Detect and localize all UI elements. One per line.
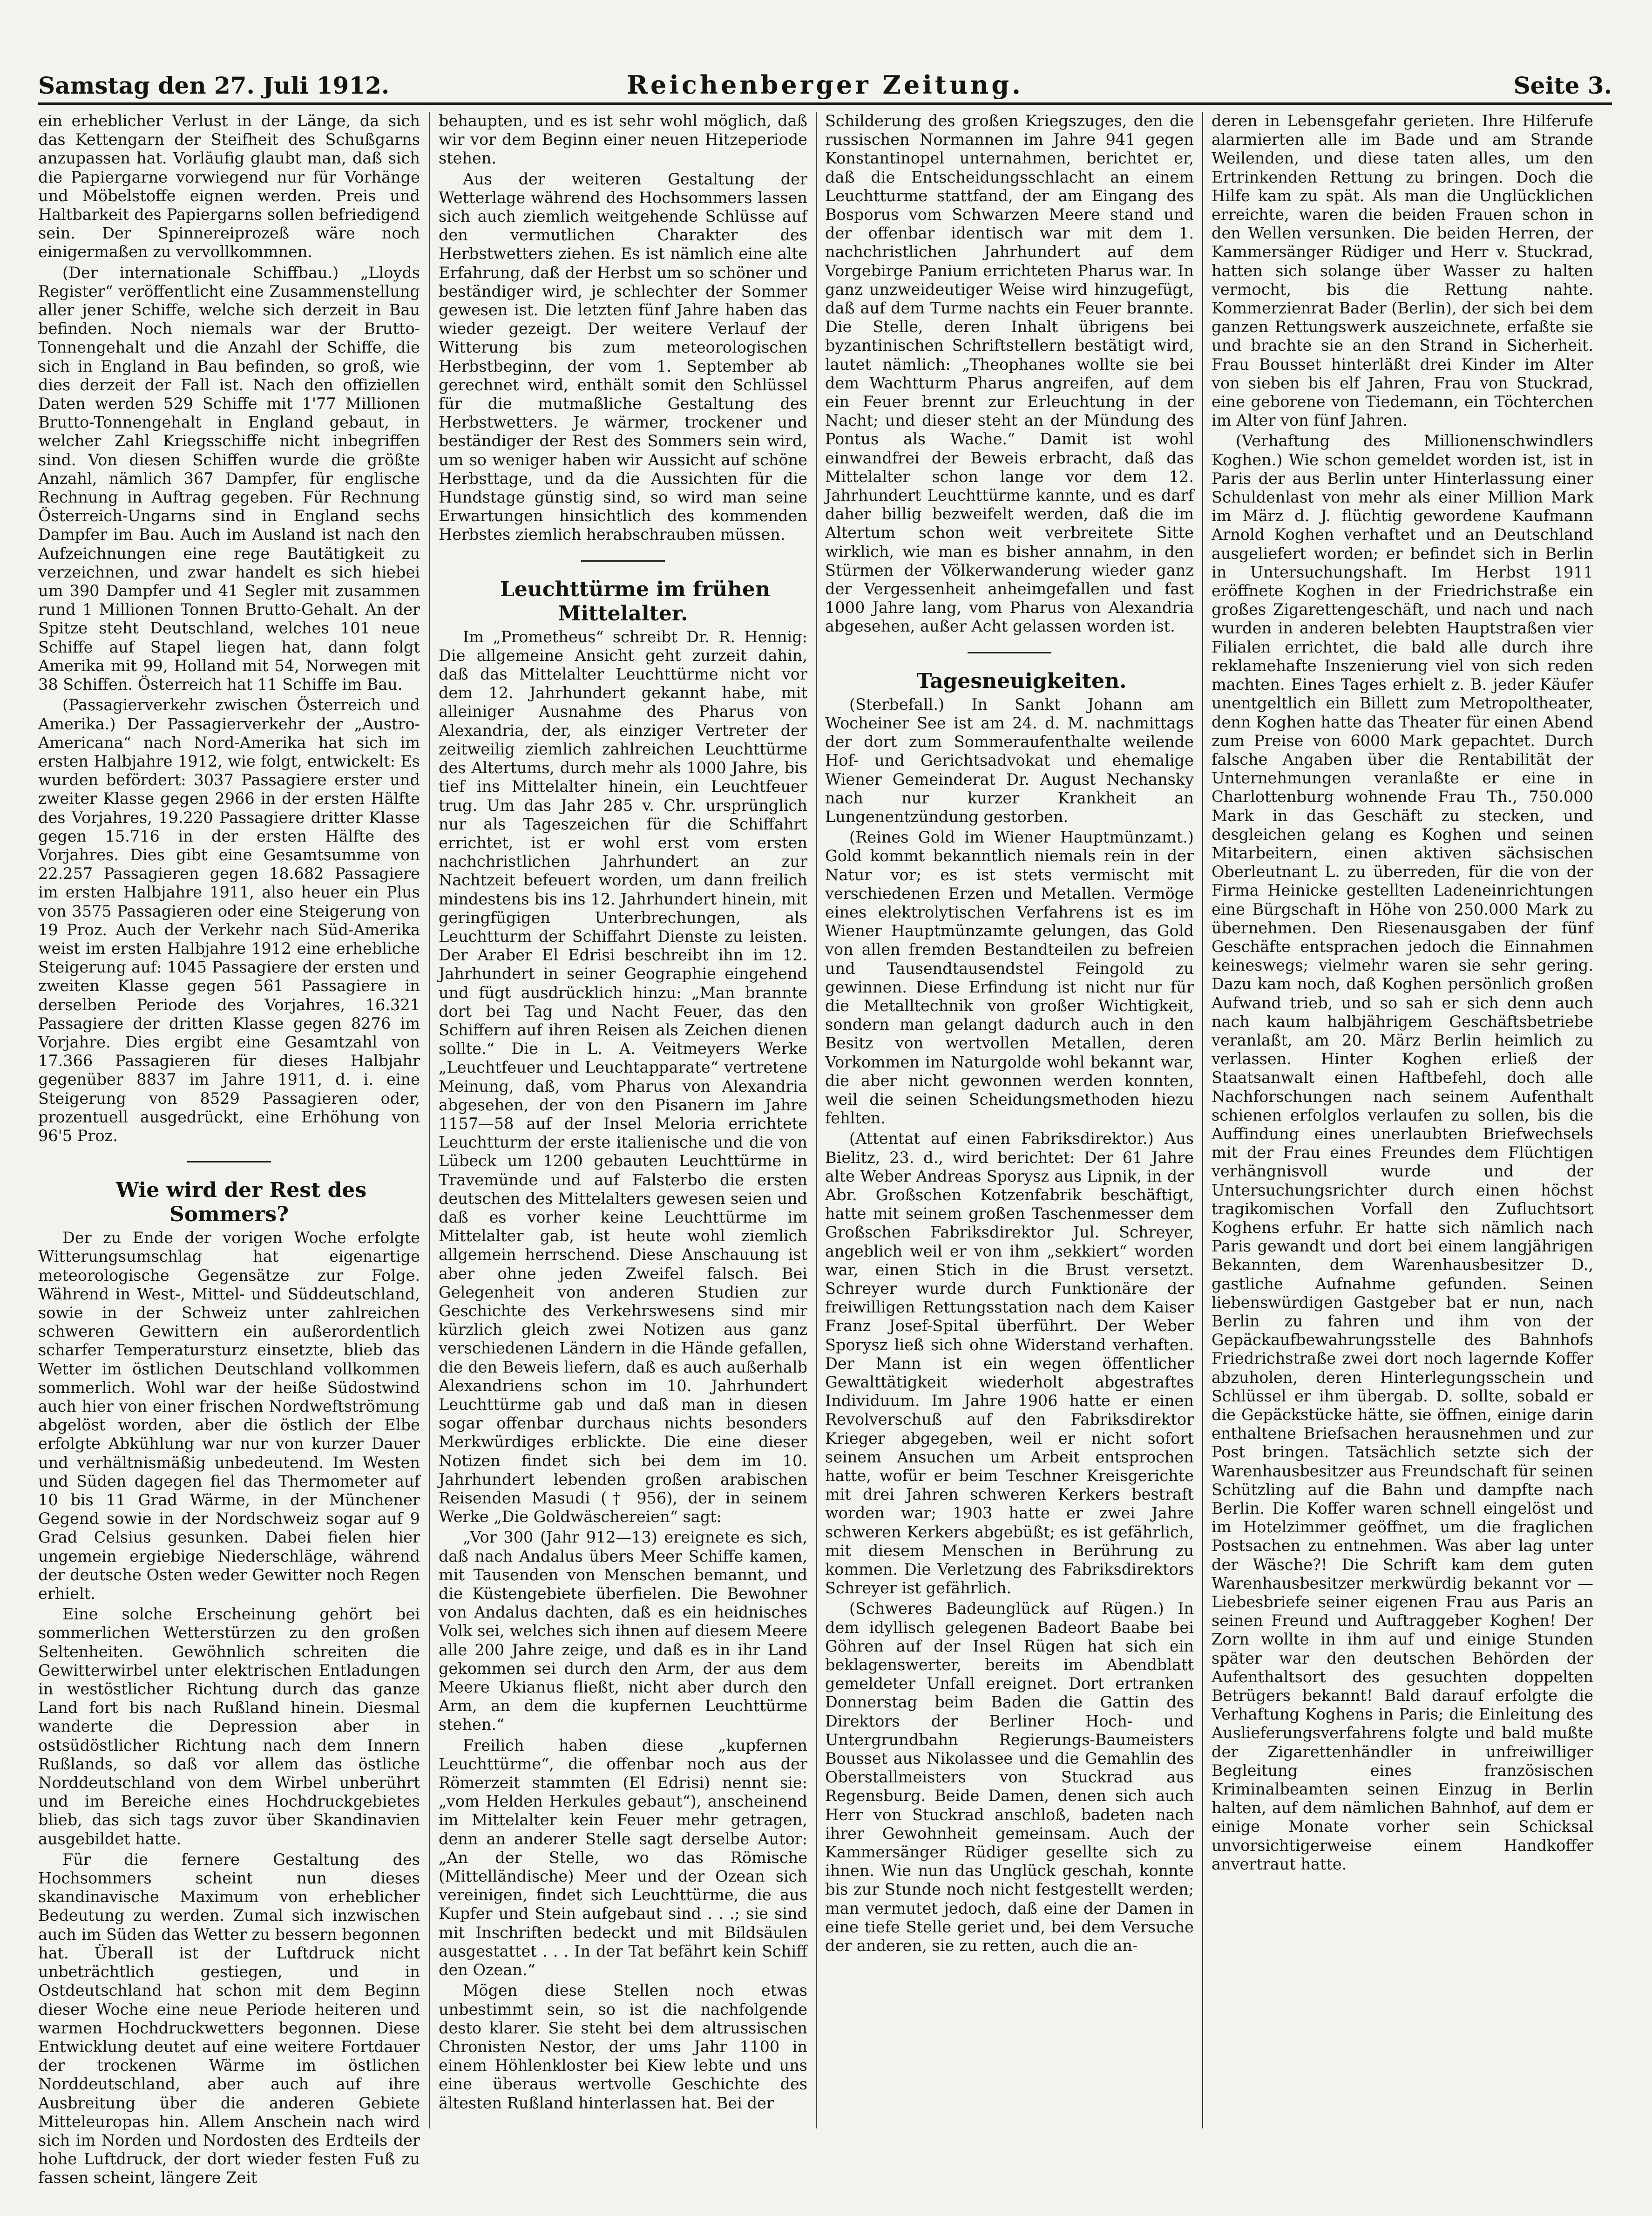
article-paragraph: Mögen diese Stellen noch etwas unbestimmt sein, so ist die nachfolgende desto klarer. Sie steht bei dem altrussischen Chronisten Nestor, der ums Jahr 1100 in einem Höhlenkloster bei Kiew lebte und uns eine überaus wertvolle Geschichte des ältesten Rußland hinterlassen hat. Bei der <box>439 1981 807 2112</box>
article-paragraph: Freilich haben diese „kupfernen Leuchttürme“, die offenbar noch aus der Römerzeit stammten (El Edrisi) nennt sie: „vom Helden Herkules gebaut“), anscheinend im Mittelalter kein Feuer mehr getragen, denn an anderer Stelle sagt derselbe Autor: „An der Stelle, wo das Römische (Mittelländische) Meer und der Ozean sich vereinigen, findet sich Leuchttürme, die aus Kupfer und Stein aufgebaut sind . . .; sie sind mit Inschriften bedeckt und mit Bildsäulen ausgestattet . . . In der Tat befährt kein Schiff den Ozean.“ <box>439 1736 807 1979</box>
section-divider <box>187 1161 271 1162</box>
article-headline: Wie wird der Rest des Sommers? <box>115 1178 367 1227</box>
column-rule <box>816 112 817 2128</box>
column-rule <box>429 112 430 2128</box>
article-paragraph: (Attentat auf einen Fabriksdirektor.) Aus Bielitz, 23. d., wird berichtet: Der 61 Jahre alte Weber Andreas Sporysz aus Lipnik, in der Abr. Großschen Kotzenfabrik beschäftigt, hatte mit seinem großen Taschenmesser dem Großschen Fabriksdirektor Jul. Schreyer, angeblich weil er von ihm „sekkiert“ worden war, einen Stich in die Brust versetzt. Schreyer wurde durch Funktionäre der freiwilligen Rettungsstation nach dem Kaiser Franz Josef-Spital überführt. Der Weber Sporysz ließ sich ohne Widerstand verhaften. Der Mann ist ein wegen öffentlicher Gewalttätigkeit wiederholt abgestraftes Individuum. Im Jahre 1906 hatte er einen Revolverschuß auf den Fabriksdirektor Krieger abgegeben, weil er nicht sofort seinem Ansuchen um Arbeit entsprochen hatte, wofür er beim Teschner Kreisgerichte mit drei Jahren schweren Kerkers bestraft worden war; 1903 hatte er zwei Jahre schweren Kerkers abgebüßt; es ist gefährlich, mit diesem Menschen in Berührung zu kommen. Die Verletzung des Fabriksdirektors Schreyer ist gefährlich. <box>825 1129 1194 1597</box>
article-headline: Leuchttürme im frühen Mittelalter. <box>500 577 771 625</box>
column-4 <box>1212 112 1593 2128</box>
header-date: Samstag den 27. Juli 1912. <box>38 72 390 99</box>
page-number: Seite 3. <box>1513 72 1612 99</box>
article-paragraph: deren in Lebensgefahr gerieten. Ihre Hilferufe alarmierten alle im Bade und am Strande Weilenden, und diese taten alles, um den Ertrinkenden Rettung zu bringen. Doch die Hilfe kam zu spät. Als man die Unglücklichen erreichte, waren die beiden Frauen schon in den Wellen versunken. Die beiden Herren, der Kammersänger Rüdiger und Herr v. Stuckrad, hatten sich solange über Wasser zu halten vermocht, bis die Rettung nahte. Kommerzienrat Bader (Berlin), der sich bei dem ganzen Rettungswerk auszeichnete, erfaßte sie und brachte sie an den Strand in Sicherheit. Frau Bousset hinterläßt drei Kinder im Alter von sieben bis elf Jahren, Frau von Stuckrad, eine geborene von Tiedemann, ein Töchterchen im Alter von fünf Jahren. <box>1212 112 1593 430</box>
section-divider <box>581 560 665 562</box>
article-paragraph: „Vor 300 (Jahr 912—13) ereignete es sich, daß nach Andalus übers Meer Schiffe kamen, mit Tausenden von Menschen bemannt, und die Küstengebiete überfielen. Die Bewohner von Andalus dachten, daß es ein heidnisches Volk sei, welches sich ihnen auf diesem Meere alle 200 Jahre zeige, und daß es in ihr Land gekommen sei durch den Arm, der aus dem Meere Ukianus fließt, nicht aber durch den Arm, an dem die kupfernen Leuchttürme stehen.“ <box>439 1528 807 1734</box>
column-rule <box>1202 112 1203 2128</box>
article-paragraph: ein erheblicher Verlust in der Länge, da sich das Kettengarn der Steifheit des Schußgarns anzupassen hat. Vorläufig glaubt man, daß sich die Papiergarne vorwiegend nur für Vorhänge und Möbelstoffe eignen werden. Preis und Haltbarkeit des Papiergarns sollen befriedigend sein. Der Spinnereiprozeß wäre noch einigermaßen zu vervollkommnen. <box>38 112 420 261</box>
newspaper-title: Reichenberger Zeitung. <box>627 70 1023 100</box>
article-paragraph: behaupten, und es ist sehr wohl möglich, daß wir vor dem Beginn einer neuen Hitzeperiode stehen. <box>439 112 807 168</box>
article-paragraph: (Schweres Badeunglück auf Rügen.) In dem idyllisch gelegenen Badeort Baabe bei Göhren auf der Insel Rügen hat sich ein beklagenswerter, bereits im Abendblatt gemeldeter Unfall ereignet. Dort ertranken Donnerstag beim Baden die Gattin des Direktors der Berliner Hoch- und Untergrundbahn Regierungs-Baumeisters Bousset aus Nikolassee und die Gemahlin des Oberstallmeisters von Stuckrad aus Regensburg. Beide Damen, denen sich auch Herr von Stuckrad anschloß, badeten nach ihrer Gewohnheit gemeinsam. Auch der Kammersänger Rüdiger gesellte sich zu ihnen. Wie nun das Unglück geschah, konnte bis zur Stunde noch nicht festgestellt werden; man vermutet jedoch, daß eine der Damen in eine tiefe Stelle geriet und, bei dem Versuche der anderen, sie zu retten, auch die an- <box>825 1599 1194 1955</box>
article-paragraph: Schilderung des großen Kriegszuges, den die russischen Normannen im Jahre 941 gegen Konstantinopel unternahmen, berichtet er, daß die Entscheidungsschlacht an einem Leuchtturme stattfand, der am Eingang des Bosporus vom Schwarzen Meere stand und der offenbar identisch war mit dem 1. nachchristlichen Jahrhundert auf dem Vorgebirge Panium errichteten Pharus war. In ganz unzweideutiger Weise wird hinzugefügt, daß auf dem Turme nachts ein Feuer brannte. Die Stelle, deren Inhalt übrigens bei byzantinischen Schriftstellern bestätigt wird, lautet nämlich: „Theophanes wollte sie bei dem Wachtturm Pharus angreifen, auf dem ein Feuer brennt zur Erleuchtung in der Nacht; und dieser steht an der Mündung des Pontus als Wache.“ Damit ist wohl einwandfrei der Beweis erbracht, daß das Mittelalter schon lange vor dem 12. Jahrhundert Leuchttürme kannte, und es darf daher billig bezweifelt werden, daß die im Altertum schon weit verbreitete Sitte wirklich, wie man es bisher annahm, in den Stürmen der Völkerwanderung wieder ganz der Vergessenheit anheimgefallen und fast 1000 Jahre lang, vom Pharus von Alexandria abgesehen, außer Acht gelassen worden ist. <box>825 112 1194 636</box>
article-paragraph: (Verhaftung des Millionenschwindlers Koghen.) Wie schon gemeldet worden ist, ist in Paris der aus Berlin unter Hinterlassung einer Schuldenlast von mehr als einer Million Mark im März d. J. flüchtig gewordene Kaufmann Arnold Koghen verhaftet und an Deutschland ausgeliefert worden; er befindet sich in Berlin in Untersuchungshaft. Im Herbst 1911 eröffnete Koghen in der Friedrichstraße ein großes Zigarettengeschäft, und nach und nach wurden in anderen belebten Hauptstraßen vier Filialen errichtet, die bald alle durch ihre reklamehafte Inszenierung viel von sich reden machten. Eines Tages erhielt z. B. jeder Käufer unentgeltlich ein Billett zum Metropoltheater, denn Koghen hatte das Theater für einen Abend zum Preise von 6000 Mark gepachtet. Durch falsche Angaben über die Rentabilität der Unternehmungen veranlaßte er eine in Charlottenburg wohnende Frau Th., 750.000 Mark in das Geschäft zu stecken, und desgleichen gelang es Koghen und seinen Mitarbeitern, einen aktiven sächsischen Oberleutnant L. zu überreden, für die von der Firma Heinicke gestellten Ladeneinrichtungen eine Bürgschaft in Höhe von 250.000 Mark zu übernehmen. Den Riesenausgaben der fünf Geschäfte entsprachen jedoch die Einnahmen keineswegs; vielmehr waren sie sehr gering. Dazu kam noch, daß Koghen persönlich großen Aufwand trieb, und so sah er sich denn auch nach kaum halbjährigem Geschäftsbetriebe veranlaßt, am 20. März Berlin heimlich zu verlassen. Hinter Koghen erließ der Staatsanwalt einen Haftbefehl, doch alle Nachforschungen nach seinem Aufenthalt schienen erfolglos verlaufen zu sollen, bis die Auffindung eines unerlaubten Briefwechsels mit der Frau eines Freundes dem Flüchtigen verhängnisvoll wurde und der Untersuchungsrichter durch einen höchst tragikomischen Vorfall den Zufluchtsort Koghens erfuhr. Er hatte sich nämlich nach Paris gewandt und dort bei einem langjährigen Bekannten, dem Warenhausbesitzer D., gastliche Aufnahme gefunden. Seinen liebenswürdigen Gastgeber bat er nun, nach Berlin zu fahren und ihm von der Gepäckaufbewahrungsstelle des Bahnhofs Friedrichstraße zwei dort noch lagernde Koffer abzuholen, deren Hinterlegungsschein und Schlüssel er ihm übergab. D. sollte, sobald er die Gepäckstücke hätte, sie öffnen, einige darin enthaltene Briefsachen herausnehmen und zur Post bringen. Tatsächlich setzte sich der Warenhausbesitzer aus Freundschaft für seinen Schützling auf die Bahn und dampfte nach Berlin. Die Koffer waren schnell eingelöst und im Hotelzimmer geöffnet, um die fraglichen Postsachen zu entnehmen. Was aber lag unter der Wäsche?! Die Schrift kam dem guten Warenhausbesitzer merkwürdig bekannt vor — Liebesbriefe seiner eigenen Frau aus Paris an seinen Freund und Auftraggeber Koghen! Der Zorn wollte in ihm auf und einige Stunden später war den deutschen Behörden der Aufenthaltsort des gesuchten doppelten Betrügers bekannt! Bald darauf erfolgte die Verhaftung Koghens in Paris; die Einleitung des Auslieferungsverfahrens folgte und bald mußte der Zigarettenhändler in unfreiwilliger Begleitung eines französischen Kriminalbeamten seinen Einzug in Berlin halten, auf dem nämlichen Bahnhof, auf dem er einige Monate vorher sein Schicksal unvorsichtigerweise einem Handkoffer anvertraut hatte. <box>1212 432 1593 1873</box>
column-2 <box>439 112 807 2128</box>
article-paragraph: Eine solche Erscheinung gehört bei sommerlichen Wetterstürzen zu den großen Seltenheiten. Gewöhnlich schreiten die Gewitterwirbel unter elektrischen Entladungen in westöstlicher Richtung durch das ganze Land fort bis nach Rußland hinein. Diesmal wanderte die Depression aber in ostsüdöstlicher Richtung nach dem Innern Rußlands, so daß vor allem das östliche Norddeutschland von dem Wirbel unberührt und im Bereiche eines Hochdruckgebietes blieb, das sich tags zuvor über Skandinavien ausgebildet hatte. <box>38 1605 420 1848</box>
article-paragraph: Für die fernere Gestaltung des Hochsommers scheint nun dieses skandinavische Maximum von erheblicher Bedeutung zu werden. Zumal sich inzwischen auch im Süden das Wetter zu bessern begonnen hat. Überall ist der Luftdruck nicht unbeträchtlich gestiegen, und in Ostdeutschland hat schon mit dem Beginn dieser Woche eine neue Periode heiteren und warmen Hochdruckwetters begonnen. Diese Entwicklung deutet auf eine weitere Fortdauer der trockenen Wärme im östlichen Norddeutschland, aber auch auf ihre Ausbreitung über die anderen Gebiete Mitteleuropas hin. Allem Anschein nach wird sich im Norden und Nordosten des Erdteils der hohe Luftdruck, der dort wieder festen Fuß zu fassen scheint, längere Zeit <box>38 1850 420 2187</box>
article-paragraph: Der zu Ende der vorigen Woche erfolgte Witterungsumschlag hat eigenartige meteorologische Gegensätze zur Folge. Während in West-, Mittel- und Süddeutschland, sowie in der Schweiz unter zahlreichen schweren Gewittern ein außerordentlich scharfer Temperatursturz einsetzte, blieb das Wetter im östlichen Deutschland vollkommen sommerlich. Wohl war der heiße Südostwind auch hier von einer frischen Nordweftströmung abgelöst worden, aber die östlich der Elbe erfolgte Abkühlung war nur von kurzer Dauer und verhältnismäßig unbedeutend. Im Westen und Süden dagegen fiel das Thermometer auf 10 bis 11 Grad Wärme, in der Münchener Gegend sowie in der Nordschweiz sogar auf 9 Grad Celsius gesunken. Dabei fielen hier ungemein ergiebige Niederschläge, während der deutsche Osten weder Gewitter noch Regen erhielt. <box>38 1229 420 1603</box>
section-divider <box>968 652 1051 653</box>
column-1 <box>38 112 420 2187</box>
article-paragraph: (Sterbefall.) In Sankt Johann am Wocheiner See ist am 24. d. M. nachmittags der dort zum Sommeraufenthalte weilende Hof- und Gerichtsadvokat und ehemalige Wiener Gemeinderat Dr. August Nechansky nach nur kurzer Krankheit an Lungenentzündung gestorben. <box>825 695 1194 826</box>
article-paragraph: Im „Prometheus“ schreibt Dr. R. Hennig: Die allgemeine Ansicht geht zurzeit dahin, daß das Mittelalter Leuchttürme nicht vor dem 12. Jahrhundert gekannt habe, mit alleiniger Ausnahme des Pharus von Alexandria, der, als einziger Vertreter der zeitweilig ziemlich zahlreichen Leuchttürme des Altertums, durch mehr als 1000 Jahre, bis tief ins Mittelalter hinein, ein Leuchtfeuer trug. Um das Jahr 285 v. Chr. ursprünglich nur als Tageszeichen für die Schiffahrt errichtet, ist er wohl erst vom ersten nachchristlichen Jahrhundert an zur Nachtzeit befeuert worden, um dann freilich mindestens bis ins 12. Jahrhundert hinein, mit geringfügigen Unterbrechungen, als Leuchtturm der Schiffahrt Dienste zu leisten. Der Araber El Edrisi beschreibt ihn im 12. Jahrhundert in seiner Geographie eingehend und fügt ausdrücklich hinzu: „Man brannte dort bei Tag und Nacht Feuer, das den Schiffern auf ihren Reisen als Zeichen dienen sollte.“ Die in L. A. Veitmeyers Werke „Leuchtfeuer und Leuchtapparate“ vertretene Meinung, daß, vom Pharus von Alexandria abgesehen, der von den Pisanern im Jahre 1157—58 auf der Insel Meloria errichtete Leuchtturm der erste italienische und die von Lübeck um 1200 gebauten Leuchttürme in Travemünde und auf Falsterbo die ersten deutschen des Mittelalters gewesen seien und daß es vorher keine Leuchttürme im Mittelalter gab, ist heute wohl ziemlich allgemein herrschend. Diese Anschauung ist aber ohne jeden Zweifel falsch. Bei Gelegenheit von anderen Studien zur Geschichte des Verkehrswesens sind mir kürzlich gleich zwei Notizen aus ganz verschiedenen Ländern in die Hände gefallen, die den Beweis liefern, daß es auch außerhalb Alexandriens schon im 10. Jahrhundert Leuchttürme gab und daß man in diesen sogar offenbar durchaus nichts besonders Merkwürdiges erblickte. Die eine dieser Notizen findet sich bei dem im 10. Jahrhundert lebenden großen arabischen Reisenden Masudi († 956), der in seinem Werke „Die Goldwäschereien“ sagt: <box>439 627 807 1526</box>
article-paragraph: (Passagierverkehr zwischen Österreich und Amerika.) Der Passagierverkehr der „Austro-Americana“ nach Nord-Amerika hat sich im ersten Halbjahre 1912, wie folgt, entwickelt: Es wurden befördert: 3037 Passagiere erster und zweiter Klasse gegen 2966 in der ersten Hälfte des Vorjahres, 19.220 Passagiere dritter Klasse gegen 15.716 in der ersten Hälfte des Vorjahres. Dies gibt eine Gesamtsumme von 22.257 Passagieren gegen 18.682 Passagiere im ersten Halbjahre 1911, also heuer ein Plus von 3575 Passagieren oder eine Steigerung von 19 Proz. Auch der Verkehr nach Süd-Amerika weist im ersten Halbjahre 1912 eine erhebliche Steigerung auf: 1045 Passagiere der ersten und zweiten Klasse gegen 561 Passagiere in derselben Periode des Vorjahres, 16.321 Passagiere der dritten Klasse gegen 8276 im Vorjahre. Dies ergibt eine Gesamtzahl von 17.366 Passagieren für dieses Halbjahr gegenüber 8837 im Jahre 1911, d. i. eine Steigerung von 8529 Passagieren oder, prozentuell ausgedrückt, eine Erhöhung von 96'5 Proz. <box>38 696 420 1145</box>
article-paragraph: Aus der weiteren Gestaltung der Wetterlage während des Hochsommers lassen sich auch ziemlich weitgehende Schlüsse auf den vermutlichen Charakter des Herbstwetters ziehen. Es ist nämlich eine alte Erfahrung, daß der Herbst um so schöner und beständiger wird, je schlechter der Sommer gewesen ist. Die letzten fünf Jahre haben das wieder gezeigt. Der weitere Verlauf der Witterung bis zum meteorologischen Herbstbeginn, der vom 1. September ab gerechnet wird, enthält somit den Schlüssel für die mutmaßliche Gestaltung des Herbstwetters. Je wärmer, trockener und beständiger der Rest des Sommers sein wird, um so weniger haben wir Aussicht auf schöne Herbsttage, und da die Aussichten für die Hundstage günstig sind, so wird man seine Erwartungen hinsichtlich des kommenden Herbstes ziemlich herabschrauben müssen. <box>439 170 807 544</box>
article-headline: Tagesneuigkeiten. <box>916 669 1127 693</box>
article-paragraph: (Reines Gold im Wiener Hauptmünzamt.) Gold kommt bekanntlich niemals rein in der Natur vor; es ist stets vermischt mit verschiedenen Erzen und Metallen. Vermöge eines elektrolytischen Verfahrens ist es im Wiener Hauptmünzamte gelungen, das Gold von allen fremden Bestandteilen zu befreien und Tausendtausendstel Feingold zu gewinnen. Diese Erfindung ist nicht nur für die Metalltechnik von großer Wichtigkeit, sondern man gelangt dadurch auch in den Besitz von wertvollen Metallen, deren Vorkommen im Naturgolde wohl bekannt war, die aber nicht gewonnen werden konnten, weil die seinen Scheidungsmethoden hiezu fehlten. <box>825 828 1194 1128</box>
page-header <box>38 70 1612 105</box>
column-3 <box>825 112 1194 2128</box>
article-paragraph: (Der internationale Schiffbau.) „Lloyds Register“ veröffentlicht eine Zusammenstellung aller jener Schiffe, welche sich derzeit in Bau befinden. Noch niemals war der Brutto-Tonnengehalt und die Anzahl der Schiffe, die sich in England in Bau befinden, so groß, wie dies derzeit der Fall ist. Nach den offiziellen Daten werden 529 Schiffe mit 1'77 Millionen Brutto-Tonnengehalt in England gebaut, in welcher Zahl Kriegsschiffe nicht inbegriffen sind. Von diesen Schiffen wurde die größte Anzahl, nämlich 367 Dampfer, für englische Rechnung in Auftrag gegeben. Für Rechnung Österreich-Ungarns sind in England sechs Dampfer im Bau. Auch im Ausland ist nach den Aufzeichnungen eine rege Bautätigkeit zu verzeichnen, und zwar handelt es sich hiebei um 390 Dampfer und 41 Segler mit zusammen rund 1 Millionen Tonnen Brutto-Gehalt. An der Spitze steht Deutschland, welches 101 neue Schiffe auf Stapel liegen hat, dann folgt Amerika mit 99, Holland mit 54, Norwegen mit 38 Schiffen. Österreich hat 11 Schiffe im Bau. <box>38 263 420 694</box>
